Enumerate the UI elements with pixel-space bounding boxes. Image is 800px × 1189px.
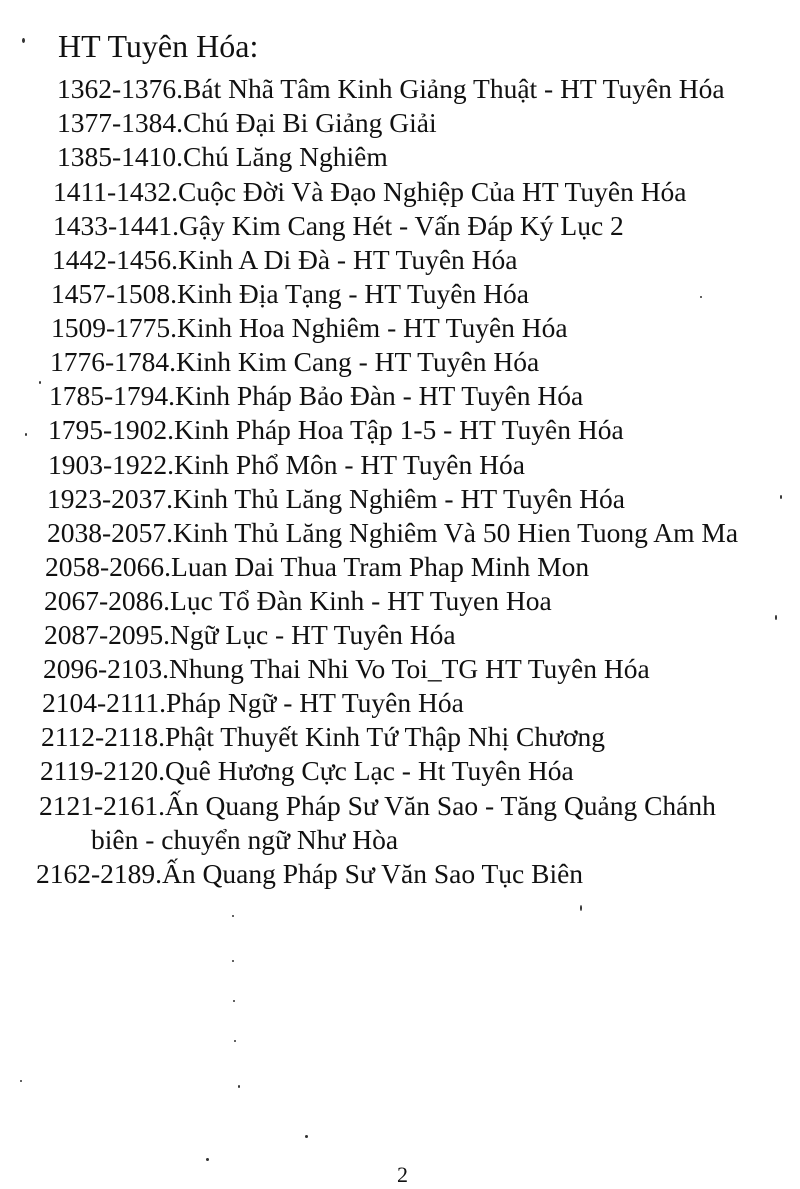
list-item [44, 618, 456, 652]
list-item-text: 2112-2118.Phật Thuyết Kinh Tứ Thập Nhị Chương [41, 721, 606, 752]
scan-speck [780, 495, 782, 499]
list-item-text: 1457-1508.Kinh Địa Tạng - HT Tuyên Hóa [51, 278, 529, 309]
list-item [51, 311, 568, 345]
list-item-text: 1923-2037.Kinh Thủ Lăng Nghiêm - HT Tuyên Hóa [47, 483, 625, 514]
list-item [53, 175, 687, 209]
list-item [45, 550, 589, 584]
scan-speck [232, 960, 234, 962]
scan-speck [22, 38, 25, 43]
list-item-text: 1509-1775.Kinh Hoa Nghiêm - HT Tuyên Hóa [51, 312, 568, 343]
list-item-text: 2121-2161.Ấn Quang Pháp Sư Văn Sao - Tăng Quảng Chánh [39, 790, 716, 821]
scan-speck [580, 905, 582, 911]
list-item-text: 2162-2189.Ấn Quang Pháp Sư Văn Sao Tục Biên [36, 858, 584, 889]
list-item-text: 2067-2086.Lục Tổ Đàn Kinh - HT Tuyen Hoa [44, 585, 552, 616]
list-item-text: 1776-1784.Kinh Kim Cang - HT Tuyên Hóa [50, 346, 540, 377]
list-item [50, 345, 539, 379]
scan-speck [39, 381, 41, 384]
list-item-text: 2104-2111.Pháp Ngữ - HT Tuyên Hóa [42, 687, 464, 718]
list-item [48, 448, 525, 482]
scan-speck [305, 1135, 308, 1138]
list-item [47, 482, 625, 516]
list-item [47, 516, 738, 550]
list-item [39, 789, 716, 857]
scan-speck [20, 1080, 22, 1082]
list-item [57, 72, 725, 106]
list-item-text: 2038-2057.Kinh Thủ Lăng Nghiêm Và 50 Hien Tuong Am Ma [47, 517, 739, 548]
list-item-text: 2087-2095.Ngữ Lục - HT Tuyên Hóa [44, 619, 456, 650]
list-item-text: 1903-1922.Kinh Phổ Môn - HT Tuyên Hóa [48, 449, 525, 480]
scan-speck [234, 1040, 236, 1042]
list-item-text: 1362-1376.Bát Nhã Tâm Kinh Giảng Thuật - HT Tuyên Hóa [57, 73, 725, 104]
list-item [43, 652, 650, 686]
list-item [36, 857, 583, 891]
list-item [52, 243, 517, 277]
scan-speck [233, 1000, 235, 1002]
list-item [40, 754, 574, 788]
list-item-text: 1385-1410.Chú Lăng Nghiêm [57, 141, 388, 172]
list-item [57, 106, 437, 140]
page-number: 2 [397, 1162, 408, 1187]
list-item-text: 1411-1432.Cuộc Đời Và Đạo Nghiệp Của HT Tuyên Hóa [53, 176, 687, 207]
list-item [53, 209, 624, 243]
list-item-text: 1785-1794.Kinh Pháp Bảo Đàn - HT Tuyên Hóa [49, 380, 584, 411]
list-item [51, 277, 529, 311]
list-item-continuation: biên - chuyển ngữ Như Hòa [91, 824, 399, 855]
list-item-text: 2119-2120.Quê Hương Cực Lạc - Ht Tuyên Hóa [40, 755, 574, 786]
list-item [42, 686, 464, 720]
list-item-text: 1442-1456.Kinh A Di Đà - HT Tuyên Hóa [52, 244, 518, 275]
list-item-text: 2096-2103.Nhung Thai Nhi Vo Toi_TG HT Tuyên Hóa [43, 653, 650, 684]
list-item-text: 1795-1902.Kinh Pháp Hoa Tập 1-5 - HT Tuyên Hóa [48, 414, 624, 445]
scan-speck [232, 915, 234, 917]
scan-speck [25, 433, 27, 436]
section-heading: HT Tuyên Hóa: [58, 28, 259, 64]
list-item-text: 2058-2066.Luan Dai Thua Tram Phap Minh Mon [45, 551, 590, 582]
scan-speck [775, 615, 777, 620]
scan-speck [206, 1158, 209, 1161]
list-item-text: 1377-1384.Chú Đại Bi Giảng Giải [57, 107, 437, 138]
scan-speck [700, 296, 702, 298]
list-item [49, 379, 583, 413]
list-item-text: 1433-1441.Gậy Kim Cang Hét - Vấn Đáp Ký Lục 2 [53, 210, 624, 241]
list-item [57, 140, 388, 174]
scan-speck [238, 1085, 240, 1088]
list-item [41, 720, 605, 754]
list-item [48, 413, 624, 447]
list-item [44, 584, 552, 618]
